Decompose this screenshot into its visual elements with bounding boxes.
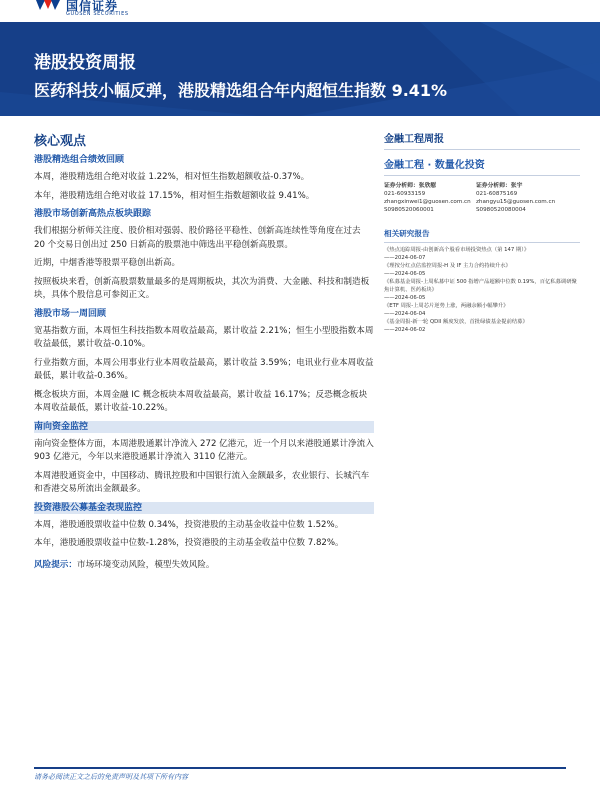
related-reports-title: 相关研究报告: [384, 228, 580, 243]
paragraph: 本年，港股精选组合绝对收益 17.15%，相对恒生指数超额收益 9.41%。: [34, 190, 315, 201]
report-title: 港股投资周报: [34, 53, 136, 73]
paragraph: 概念板块方面，本周金融 IC 概念板块本周收益最高，累计收益 16.17%；反恐概念板块本周收益最低，累计收益-10.22%。: [34, 389, 368, 413]
related-reports-list: [384, 247, 580, 335]
related-report-item[interactable]: [384, 263, 580, 278]
risk-warning: [34, 559, 374, 572]
report-type: 金融工程周报: [384, 130, 580, 150]
footer-disclaimer: 请务必阅读正文之后的免责声明及其项下所有内容: [34, 773, 188, 781]
report-name: 《基金周报-新一轮 QDII 额度发放，首批绿债基金提前结募》: [384, 319, 528, 326]
paragraph: 本年，港股通股票收益中位数-1.28%，投资港股的主动基金收益中位数 7.82%。: [34, 538, 344, 548]
logo-text-en: GUOSEN SECURITIES: [66, 11, 129, 17]
paragraph: 本周港股通资金中，中国移动、腾讯控股和中国银行流入金额最多，农业银行、长城汽车和香港交易所流出金额最多。: [34, 470, 370, 494]
risk-label: 风险提示：: [34, 559, 77, 570]
sidebar: [384, 130, 580, 336]
report-subtitle: 医药科技小幅反弹，港股精选组合年内超恒生指数 9.41%: [34, 81, 448, 100]
report-date: ——2024-06-04: [384, 310, 426, 317]
report-category: 金融工程 · 数量化投资: [384, 156, 580, 176]
section-title-new-highs: 港股市场创新高热点板块跟踪: [34, 209, 152, 219]
paragraph: 南向资金整体方面，本周港股通累计净流入 272 亿港元，近一个月以来港股通累计净流入 903 亿港元，今年以来港股通累计净流入 3110 亿港元。: [34, 438, 374, 462]
risk-text: 市场环境变动风险，模型失效风险。: [76, 559, 215, 570]
analyst-email[interactable]: zhangxinwei1@guosen.com.cn: [384, 199, 471, 205]
analyst-list: [384, 182, 580, 214]
report-name: 《私募基金周报-上周私募中证 500 指增产品超额中位数 0.19%，百亿私募调研聚焦计算机、医药板块》: [384, 279, 577, 293]
paragraph: 按照板块来看，创新高股票数量最多的是周期板块，其次为消费、大金融、科技和制造板块，具体个股信息可参阅正文。: [34, 276, 370, 300]
section-title-funds: 投资港股公募基金表现监控: [34, 502, 374, 514]
guosen-logo: [36, 0, 166, 22]
section-title-portfolio: 港股精选组合绩效回顾: [34, 155, 125, 165]
analyst-cert: S0980520060001: [384, 207, 434, 213]
paragraph: 宽基指数方面，本周恒生科技指数本周收益最高，累计收益 2.21%；恒生小型股指数本周收益最低，累计收益-0.10%。: [34, 325, 374, 349]
paragraph: 我们根据分析师关注度、股价相对强弱、股价路径平稳性、创新高连续性等角度在过去 20 个交易日创出过 250 日新高的股票池中筛选出平稳创新高股票。: [34, 226, 361, 250]
analyst-name: 证券分析师：张宇: [476, 183, 523, 189]
section-title-southbound: 南向资金监控: [34, 421, 374, 433]
report-date: ——2024-06-02: [384, 326, 426, 333]
analyst-card: [476, 182, 568, 214]
footer-divider: [34, 767, 566, 769]
report-banner: [0, 22, 600, 116]
related-report-item[interactable]: [384, 319, 580, 334]
report-date: ——2024-06-05: [384, 294, 426, 301]
section-title-weekly-review: 港股市场一周回顾: [34, 308, 107, 319]
report-date: ——2024-06-05: [384, 270, 426, 277]
core-heading: 核心观点: [34, 134, 87, 149]
report-name: 《热点追踪周报-由创新高个股看市场投资热点（第 147 期）》: [384, 247, 530, 253]
report-name: 《理按分红点估监控周报-H 及 IF 主力合约持续升水》: [384, 263, 511, 270]
related-report-item[interactable]: [384, 303, 580, 318]
paragraph: 本周，港股精选组合绝对收益 1.22%，相对恒生指数超额收益-0.37%。: [34, 172, 310, 182]
analyst-email[interactable]: zhangyu15@guosen.com.cn: [476, 199, 556, 205]
paragraph: 行业指数方面，本周公用事业行业本周收益最高，累计收益 3.59%；电讯业行业本周收益最低，累计收益-0.36%。: [34, 357, 374, 381]
analyst-phone: 021-60875169: [476, 191, 518, 197]
analyst-cert: S0980520080004: [476, 207, 526, 213]
related-report-item[interactable]: [384, 247, 580, 262]
paragraph: 近期，中烟香港等股票平稳创出新高。: [34, 258, 181, 268]
analyst-card: [384, 182, 476, 214]
core-views: [34, 130, 374, 572]
logo-text-cn: 国信证券: [66, 0, 119, 13]
report-name: 《ETF 周报-上周芯片逆势上涨，两融余额小幅攀升》: [384, 303, 509, 310]
analyst-phone: 021-60933159: [384, 191, 426, 197]
analyst-name: 证券分析师：张欣慰: [384, 183, 437, 189]
guosen-logo-icon: [36, 0, 60, 14]
paragraph: 本周，港股通股票收益中位数 0.34%，投资港股的主动基金收益中位数 1.52%。: [34, 519, 344, 530]
report-date: ——2024-06-07: [384, 254, 426, 261]
related-report-item[interactable]: [384, 279, 580, 302]
